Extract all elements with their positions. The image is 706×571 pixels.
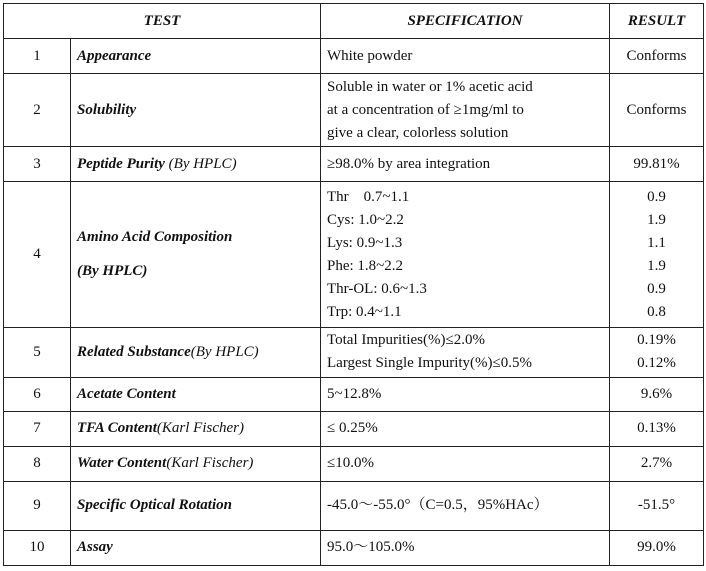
result-cell: Conforms [610, 74, 704, 147]
result-cell: Conforms [610, 39, 704, 74]
spec-table [3, 3, 704, 566]
result-cell: 9.6% [610, 378, 704, 411]
row-number: 3 [4, 147, 71, 182]
row-number: 5 [4, 327, 71, 377]
test-name: TFA Content(Karl Fischer) [71, 411, 321, 446]
test-name: Amino Acid Composition (By HPLC) [71, 182, 321, 327]
header-row [4, 4, 704, 39]
row-number: 8 [4, 446, 71, 481]
test-name: Acetate Content [71, 378, 321, 411]
test-name: Specific Optical Rotation [71, 482, 321, 530]
spec-cell: ≥98.0% by area integration [321, 147, 610, 182]
table-row [4, 411, 704, 446]
spec-cell: White powder [321, 39, 610, 74]
table-row [4, 182, 704, 327]
test-name: Water Content(Karl Fischer) [71, 446, 321, 481]
header-result: RESULT [610, 4, 704, 39]
spec-cell: ≤ 0.25% [321, 411, 610, 446]
header-test: TEST [4, 4, 321, 39]
spec-cell: -45.0～-55.0°（C=0.5，95%HAc） [321, 482, 610, 530]
spec-cell: 95.0～105.0% [321, 530, 610, 565]
row-number: 7 [4, 411, 71, 446]
result-cell: 0.9 1.9 1.1 1.9 0.9 0.8 [610, 182, 704, 327]
result-cell: 2.7% [610, 446, 704, 481]
spec-cell: ≤10.0% [321, 446, 610, 481]
row-number: 1 [4, 39, 71, 74]
table-row [4, 147, 704, 182]
row-number: 4 [4, 182, 71, 327]
table-row [4, 530, 704, 565]
spec-cell: 5~12.8% [321, 378, 610, 411]
table-row [4, 378, 704, 411]
result-cell: 99.0% [610, 530, 704, 565]
test-name: Solubility [71, 74, 321, 147]
test-name: Related Substance(By HPLC) [71, 327, 321, 377]
result-cell: 99.81% [610, 147, 704, 182]
spec-cell: Thr 0.7~1.1 Cys: 1.0~2.2 Lys: 0.9~1.3 Phe: 1.8~2.2 Thr-OL: 0.6~1.3 Trp: 0.4~1.1 [321, 182, 610, 327]
test-name: Peptide Purity (By HPLC) [71, 147, 321, 182]
result-cell: -51.5° [610, 482, 704, 530]
row-number: 6 [4, 378, 71, 411]
table-row [4, 446, 704, 481]
table-row [4, 74, 704, 147]
header-specification: SPECIFICATION [321, 4, 610, 39]
result-cell: 0.19% 0.12% [610, 327, 704, 377]
table-row [4, 39, 704, 74]
test-name: Assay [71, 530, 321, 565]
spec-cell: Total Impurities(%)≤2.0% Largest Single Impurity(%)≤0.5% [321, 327, 610, 377]
result-cell: 0.13% [610, 411, 704, 446]
row-number: 9 [4, 482, 71, 530]
spec-cell: Soluble in water or 1% acetic acid at a concentration of ≥1mg/ml to give a clear, colorless solution [321, 74, 610, 147]
table-row [4, 482, 704, 530]
table-row [4, 327, 704, 377]
test-name: Appearance [71, 39, 321, 74]
row-number: 2 [4, 74, 71, 147]
row-number: 10 [4, 530, 71, 565]
